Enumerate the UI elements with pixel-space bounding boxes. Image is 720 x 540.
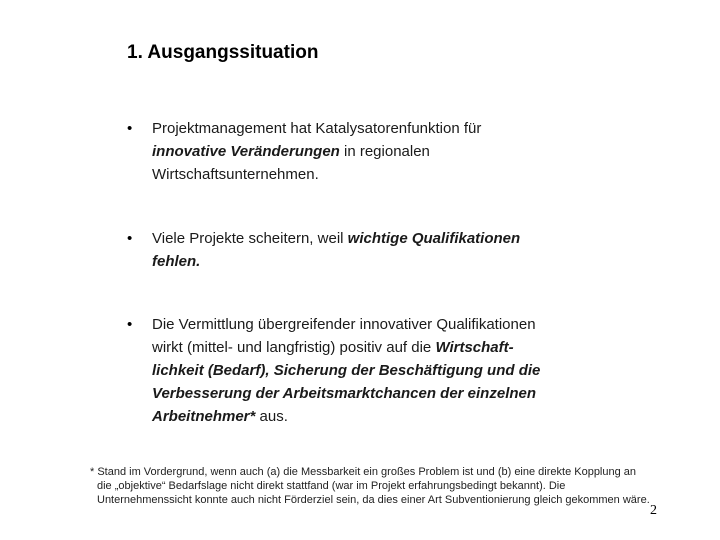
- text-run: in regionalen: [339, 143, 430, 160]
- bullet-marker: •: [127, 230, 133, 247]
- emphasis-run: lichkeit (Bedarf), Sicherung der Beschäftigung und die: [152, 362, 541, 379]
- bullet-line: [152, 313, 592, 336]
- bullet-line: [152, 250, 592, 273]
- bullet-line: [152, 405, 592, 428]
- section-title: 1. Ausgangssituation: [127, 42, 319, 63]
- footnote-line: Unternehmenssicht konnte auch nicht Förderziel sein, da dies einer Art Subventionierung gleich gekommen wäre.: [97, 494, 650, 506]
- text-run: aus.: [255, 408, 288, 425]
- bullet-text-3: [152, 313, 592, 428]
- text-run: Viele Projekte scheitern, weil: [152, 230, 348, 247]
- footnote-line: * Stand im Vordergrund, wenn auch (a) die Messbarkeit ein großes Problem ist und (b) eine direkte Kopplung an: [90, 466, 637, 478]
- text-run: Die Vermittlung übergreifender innovativer Qualifikationen: [152, 316, 536, 333]
- emphasis-run: fehlen.: [152, 253, 201, 270]
- footnote-line: die „objektive“ Bedarfslage nicht direkt stattfand (war im Projekt erfahrungsbedingt bekannt). Die: [97, 480, 566, 492]
- bullet-line: [152, 227, 592, 250]
- emphasis-run: Wirtschaft-: [435, 339, 514, 356]
- text-run: wirkt (mittel- und langfristig) positiv auf die: [152, 339, 436, 356]
- bullet-line: [152, 359, 592, 382]
- text-run: Wirtschaftsunternehmen.: [152, 166, 319, 183]
- emphasis-run: Verbesserung der Arbeitsmarktchancen der einzelnen: [152, 385, 537, 402]
- bullet-line: [152, 117, 592, 140]
- bullet-text-1: [152, 117, 592, 186]
- bullet-line: [152, 382, 592, 405]
- page-number: 2: [650, 503, 657, 518]
- bullet-line: [152, 140, 592, 163]
- footnote: [90, 465, 710, 507]
- emphasis-run: innovative Veränderungen: [152, 143, 340, 160]
- bullet-marker: •: [127, 316, 133, 333]
- bullet-text-2: [152, 227, 592, 273]
- text-run: Projektmanagement hat Katalysatorenfunktion für: [152, 120, 482, 137]
- bullet-line: [152, 163, 592, 186]
- bullet-line: [152, 336, 592, 359]
- emphasis-run: wichtige Qualifikationen: [347, 230, 521, 247]
- bullet-marker: •: [127, 120, 133, 137]
- emphasis-run: Arbeitnehmer*: [152, 408, 256, 425]
